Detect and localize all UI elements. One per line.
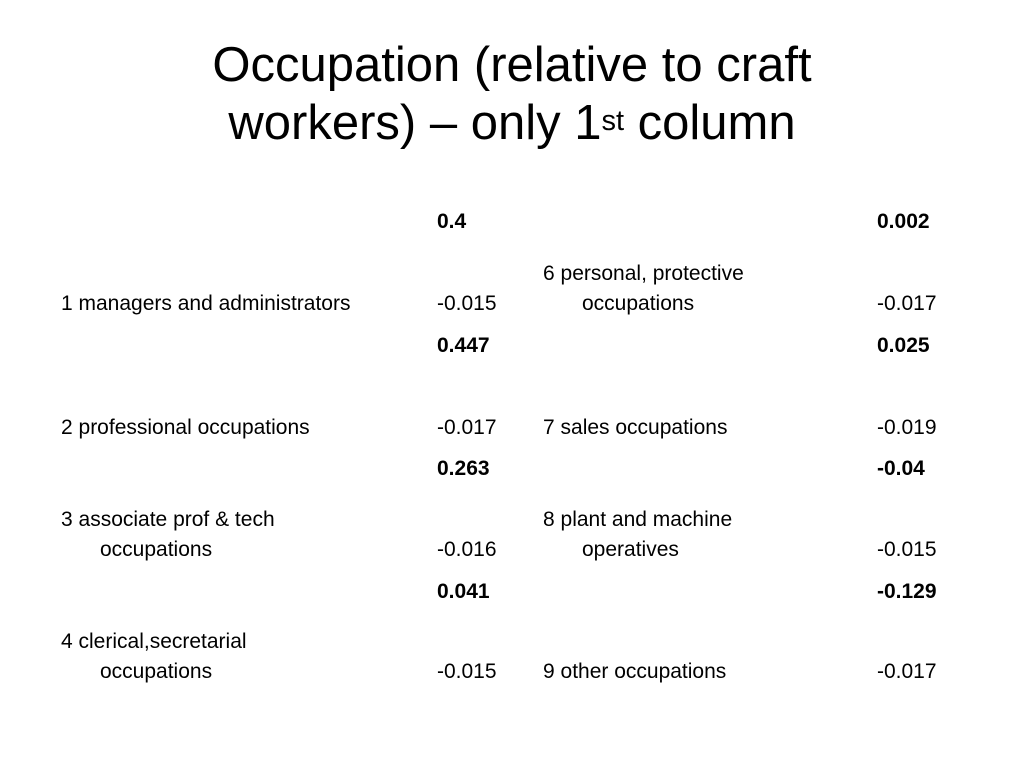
right-bold-value: 0.025: [877, 334, 930, 357]
label-line: 8 plant and machine: [543, 508, 733, 531]
right-label: [543, 413, 727, 443]
left-bold-value: 0.263: [437, 457, 490, 480]
right-bold-value: -0.04: [877, 457, 925, 480]
label-line: 9 other occupations: [543, 660, 727, 683]
left-label: [61, 413, 310, 443]
right-label: [543, 657, 726, 687]
left-bold-value: 0.447: [437, 334, 490, 357]
title-superscript: st: [601, 105, 625, 137]
left-label: [61, 627, 247, 687]
title-line-1: Occupation (relative to craft: [212, 38, 812, 92]
label-line: operatives: [582, 538, 679, 561]
left-label: [61, 505, 275, 565]
right-bold-value: -0.129: [877, 580, 937, 603]
label-line: 7 sales occupations: [543, 416, 728, 439]
left-value: -0.016: [437, 538, 497, 561]
left-bold-value: 0.4: [437, 210, 467, 233]
left-value: -0.017: [437, 416, 497, 439]
slide-title: [0, 36, 1024, 152]
title-line-2-main: workers) – only 1: [228, 96, 602, 150]
title-line-2-end: column: [624, 96, 796, 150]
left-value: -0.015: [437, 292, 497, 315]
right-value: -0.017: [877, 292, 937, 315]
right-value: -0.017: [877, 660, 937, 683]
label-line: 3 associate prof & tech: [61, 508, 275, 531]
right-bold-value: 0.002: [877, 210, 930, 233]
right-label: [543, 259, 744, 319]
label-line: 4 clerical,secretarial: [61, 630, 247, 653]
left-value: -0.015: [437, 660, 497, 683]
left-label: [61, 289, 350, 319]
right-value: -0.015: [877, 538, 937, 561]
label-line: occupations: [100, 660, 213, 683]
label-line: occupations: [100, 538, 213, 561]
label-line: 1 managers and administrators: [61, 292, 351, 315]
label-line: occupations: [582, 292, 695, 315]
left-bold-value: 0.041: [437, 580, 490, 603]
label-line: 6 personal, protective: [543, 262, 744, 285]
right-value: -0.019: [877, 416, 937, 439]
label-line: 2 professional occupations: [61, 416, 310, 439]
right-label: [543, 505, 732, 565]
